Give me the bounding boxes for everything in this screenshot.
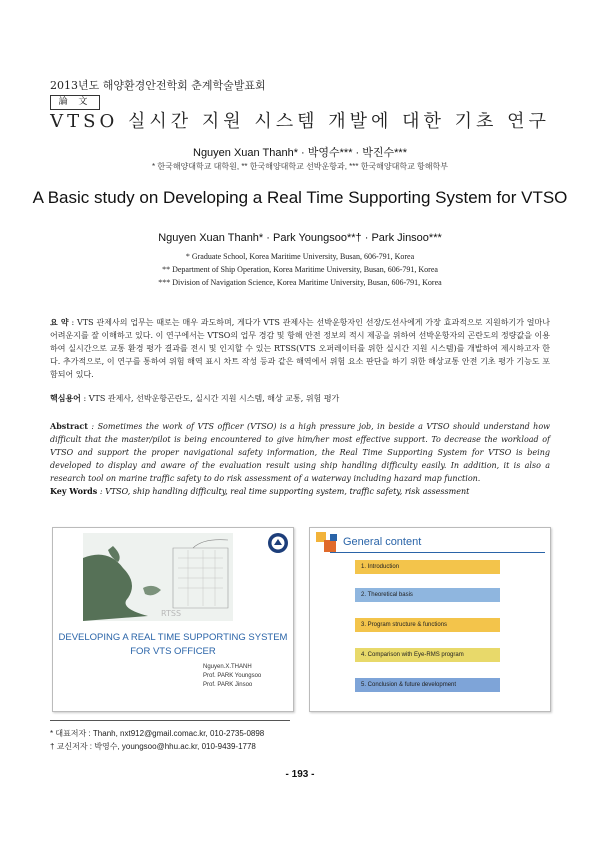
abstract-korean-text: : VTS 관제사의 업무는 때로는 매우 과도하며, 게다가 VTS 관제사는 선박운항자인 선장/도선사에게 가장 효과적으로 지원하기가 얼마나 어려운지를 잘 이해하고 있다. 이 연구에서는 VTSO의 업무 경감 및 항해 안전 정보의 적시 제공을 위하여 선박운항자의 곤란도의 정량값을 이용하여 실시간으로 교통 환경 평가 결과를 전시 및 인지할 수 있는 RTSS(VTS 오퍼레이터를 위한 실시간 지원 시스템)를 개발하여 제시하고자 한다. 추가적으로, 이 연구를 통하여 위험 해역 표시 차트 작성 등과 같은 해역에서 위험 요소 판단을 하기 위한 해상교통 안전 기초 평가 기능도 포함되어 있다. — [50, 318, 550, 379]
slide-title-line2: FOR VTS OFFICER — [130, 646, 216, 657]
contents-divider — [330, 552, 545, 553]
footnote-corresponding-1: * 대표저자 : Thanh, nxt912@gmail.comac.kr, 010-2735-0898 — [50, 729, 265, 738]
abstract-english — [50, 420, 550, 485]
title-korean: VTSO 실시간 지원 시스템 개발에 대한 기초 연구 — [50, 111, 550, 132]
slide-contents — [309, 527, 551, 712]
contents-item-1: 1. Introduction — [355, 560, 500, 574]
slide-authors — [203, 663, 261, 690]
keywords-english-text: : VTSO, ship handling difficulty, real time supporting system, traffic safety, risk assessment — [97, 487, 470, 496]
title-english: A Basic study on Developing a Real Time Supporting System for VTSO — [32, 188, 568, 207]
university-logo-icon — [267, 532, 289, 554]
footnote-corresponding-2: † 교신저자 : 박영수, youngsoo@hhu.ac.kr, 010-9439-1778 — [50, 742, 256, 751]
decorative-squares-icon — [316, 532, 340, 554]
authors-english: Nguyen Xuan Thanh* · Park Youngsoo**† · Park Jinsoo*** — [158, 232, 442, 244]
contents-item-4: 4. Comparison with Eye-RMS program — [355, 648, 500, 662]
page-number: - 193 - — [285, 769, 315, 780]
keywords-english — [50, 486, 550, 496]
paper-type-label: 論 文 — [50, 95, 100, 110]
contents-item-2: 2. Theoretical basis — [355, 588, 500, 602]
keywords-english-label: Key Words — [50, 486, 98, 496]
contents-item-5: 5. Conclusion & future development — [355, 678, 500, 692]
abstract-korean — [50, 316, 550, 381]
sea-chart-figure — [53, 528, 293, 628]
footnote-divider — [50, 720, 290, 721]
keywords-korean-label: 핵심용어 — [50, 393, 81, 403]
slide-author-1: Nguyen.X.THANH — [203, 664, 252, 670]
affiliation-en-1: * Graduate School, Korea Maritime University, Busan, 606-791, Korea — [185, 252, 415, 261]
affiliation-en-3: *** Division of Navigation Science, Korea Maritime University, Busan, 606-791, Korea — [158, 278, 442, 287]
slide-title-line1: DEVELOPING A REAL TIME SUPPORTING SYSTEM — [58, 632, 288, 643]
affiliations-korean: * 한국해양대학교 대학원, ** 한국해양대학교 선박운항과, *** 한국해양대학교 항해학부 — [152, 162, 448, 171]
keywords-korean-text: : VTS 관제사, 선박운항곤란도, 실시간 지원 시스템, 해상 교통, 위험 평가 — [80, 394, 340, 403]
abstract-english-text: : Sometimes the work of VTS officer (VTSO) is a high pressure job, in beside a VTSO should understand how difficult that the master/pilot is being encountered to give him/her most effective support. To decrease the workload of VTSO and support the proper navigational safety information, the Real Time Supporting System for VTSO is being developed to display and aware of the evaluation result using ship handling difficulty easily. In addition, it is also a research tool on marine traffic safety to do risk assessment of a waterway including hazard map function. — [50, 422, 550, 483]
authors-korean: Nguyen Xuan Thanh* · 박영수*** · 박진수*** — [193, 147, 407, 159]
contents-heading: General content — [343, 536, 422, 548]
affiliation-en-2: ** Department of Ship Operation, Korea Maritime University, Busan, 606-791, Korea — [162, 265, 438, 274]
abstract-english-label: Abstract — [50, 421, 88, 431]
keywords-korean — [50, 392, 550, 405]
contents-item-3: 3. Program structure & functions — [355, 618, 500, 632]
slide-title — [52, 527, 294, 712]
slide-title-text — [53, 631, 293, 659]
abstract-korean-label: 요 약 — [50, 317, 69, 327]
slide-author-2: Prof. PARK Youngsoo — [203, 673, 262, 679]
conference-name: 2013년도 해양환경안전학회 춘계학술발표회 — [50, 79, 266, 92]
slide-watermark: RTSS — [161, 609, 182, 618]
slide-author-3: Prof. PARK Jinsoo — [203, 682, 253, 688]
